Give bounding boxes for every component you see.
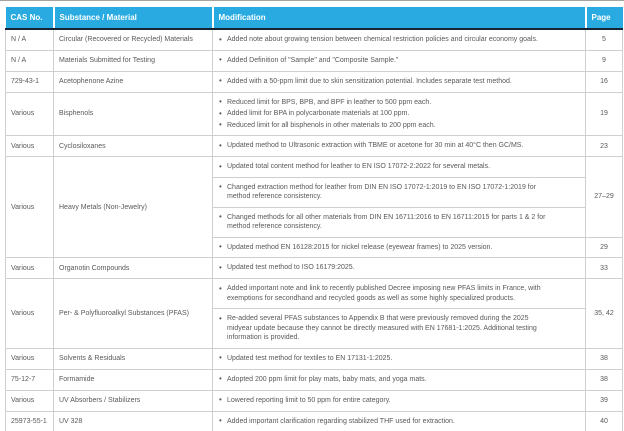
table-row-cyclosiloxanes [6, 136, 623, 157]
modification-bullet: • Updated method EN 16128:2015 for nickel release (eyewear frames) to 2025 version. [219, 243, 551, 253]
modification-bullet: • Updated test method to ISO 16179:2025. [219, 263, 551, 273]
cas-cell: Various [6, 258, 54, 279]
column-header-substance: Substance / Material [54, 7, 213, 29]
modification-bullet: • Updated test method for textiles to EN 17131-1:2025. [219, 354, 551, 364]
cas-cell: Various [6, 279, 54, 349]
substance-cell: Organotin Compounds [54, 258, 213, 279]
table-row-heavy-metals [6, 157, 623, 178]
page-cell: 16 [586, 71, 623, 92]
table-row-bisphenols [6, 92, 623, 136]
substance-cell: Bisphenols [54, 92, 213, 136]
substance-cell: Materials Submitted for Testing [54, 50, 213, 71]
modification-bullet: • Added limit for BPA in polycarbonate materials at 100 ppm. [219, 109, 551, 119]
substance-cell: Solvents & Residuals [54, 348, 213, 369]
modification-cell [213, 207, 586, 237]
table-row-organotin [6, 258, 623, 279]
substance-cell: UV Absorbers / Stabilizers [54, 390, 213, 411]
substance-cell: Acetophenone Azine [54, 71, 213, 92]
modification-cell [213, 390, 586, 411]
table-row-uv328 [6, 411, 623, 431]
modification-cell [213, 71, 586, 92]
modification-cell [213, 157, 586, 178]
modification-bullet: • Changed methods for all other materials from DIN EN 16711:2016 to EN 16711:2015 for parts 1 & 2 for method reference consistency. [219, 213, 551, 232]
substance-cell: Circular (Recovered or Recycled) Materials [54, 29, 213, 50]
page-cell: 40 [586, 411, 623, 431]
substance-cell: Formamide [54, 369, 213, 390]
page-cell: 29 [586, 237, 623, 258]
header-row [6, 7, 623, 29]
modification-cell [213, 348, 586, 369]
modification-cell [213, 50, 586, 71]
modification-bullet: • Re-added several PFAS substances to Appendix B that were previously removed during the 2025 midyear update because they cannot be directly measured with EN 17681-1:2025. Additional testing information is provided. [219, 314, 551, 343]
modification-cell [213, 369, 586, 390]
cas-cell: N / A [6, 29, 54, 50]
modification-cell [213, 29, 586, 50]
substance-cell: UV 328 [54, 411, 213, 431]
page-cell: 5 [586, 29, 623, 50]
cas-cell: Various [6, 92, 54, 136]
cas-cell: 25973-55-1 [6, 411, 54, 431]
page-cell: 27–29 [586, 157, 623, 238]
page-cell: 9 [586, 50, 623, 71]
modification-cell [213, 279, 586, 309]
cas-cell: Various [6, 390, 54, 411]
modification-cell [213, 237, 586, 258]
modification-cell [213, 309, 586, 349]
cas-cell: Various [6, 157, 54, 258]
modification-bullet: • Lowered reporting limit to 50 ppm for entire category. [219, 396, 551, 406]
table-header [6, 7, 623, 29]
modification-cell [213, 92, 586, 136]
substance-cell: Per- & Polyfluoroalkyl Substances (PFAS) [54, 279, 213, 349]
modification-bullet: • Updated method to Ultrasonic extraction with TBME or acetone for 30 min at 40°C then GC/MS. [219, 141, 551, 151]
modification-bullet: • Reduced limit for BPS, BPB, and BPF in leather to 500 ppm each. [219, 98, 551, 108]
cas-cell: Various [6, 136, 54, 157]
column-header-page: Page [586, 7, 623, 29]
table-row-formamide [6, 369, 623, 390]
table-row-solvents [6, 348, 623, 369]
column-header-cas: CAS No. [6, 7, 54, 29]
page-cell: 23 [586, 136, 623, 157]
cas-cell: N / A [6, 50, 54, 71]
modifications-table [5, 7, 623, 431]
cas-cell: Various [6, 348, 54, 369]
modification-cell [213, 177, 586, 207]
table-row-circular-materials [6, 29, 623, 50]
modification-cell [213, 258, 586, 279]
modification-cell [213, 136, 586, 157]
page-cell: 35, 42 [586, 279, 623, 349]
page-cell: 19 [586, 92, 623, 136]
modification-bullet: • Added important note and link to recently published Decree imposing new PFAS limits in France, with exemptions for secondhand and recycled goods as well as some highly specialized products. [219, 284, 551, 303]
column-header-modification: Modification [213, 7, 586, 29]
substance-cell: Cyclosiloxanes [54, 136, 213, 157]
table-row-pfas [6, 279, 623, 309]
page-cell: 33 [586, 258, 623, 279]
cas-cell: 729-43-1 [6, 71, 54, 92]
modification-bullet: • Adopted 200 ppm limit for play mats, baby mats, and yoga mats. [219, 375, 551, 385]
modification-cell [213, 411, 586, 431]
page-cell: 38 [586, 369, 623, 390]
substance-cell: Heavy Metals (Non-Jewelry) [54, 157, 213, 258]
modification-bullet: • Reduced limit for all bisphenols in other materials to 200 ppm each. [219, 121, 551, 131]
modification-bullet: • Updated total content method for leather to EN ISO 17072-2:2022 for several metals. [219, 162, 551, 172]
cas-cell: 75-12-7 [6, 369, 54, 390]
table-row-acetophenone-azine [6, 71, 623, 92]
modification-bullet: • Added Definition of "Sample" and "Composite Sample." [219, 56, 551, 66]
modification-bullet: • Added with a 50-ppm limit due to skin sensitization potential. Includes separate test method. [219, 77, 551, 87]
table-row-materials-testing [6, 50, 623, 71]
table-row-uv-absorbers [6, 390, 623, 411]
modification-bullet: • Added note about growing tension between chemical restriction policies and circular economy goals. [219, 35, 551, 45]
modification-bullet: • Added important clarification regarding stabilized THF used for extraction. [219, 417, 551, 427]
page-cell: 38 [586, 348, 623, 369]
modification-bullet: • Changed extraction method for leather from DIN EN ISO 17072-1:2019 to EN ISO 17072-1:2019 for method reference consistency. [219, 183, 551, 202]
page-cell: 39 [586, 390, 623, 411]
